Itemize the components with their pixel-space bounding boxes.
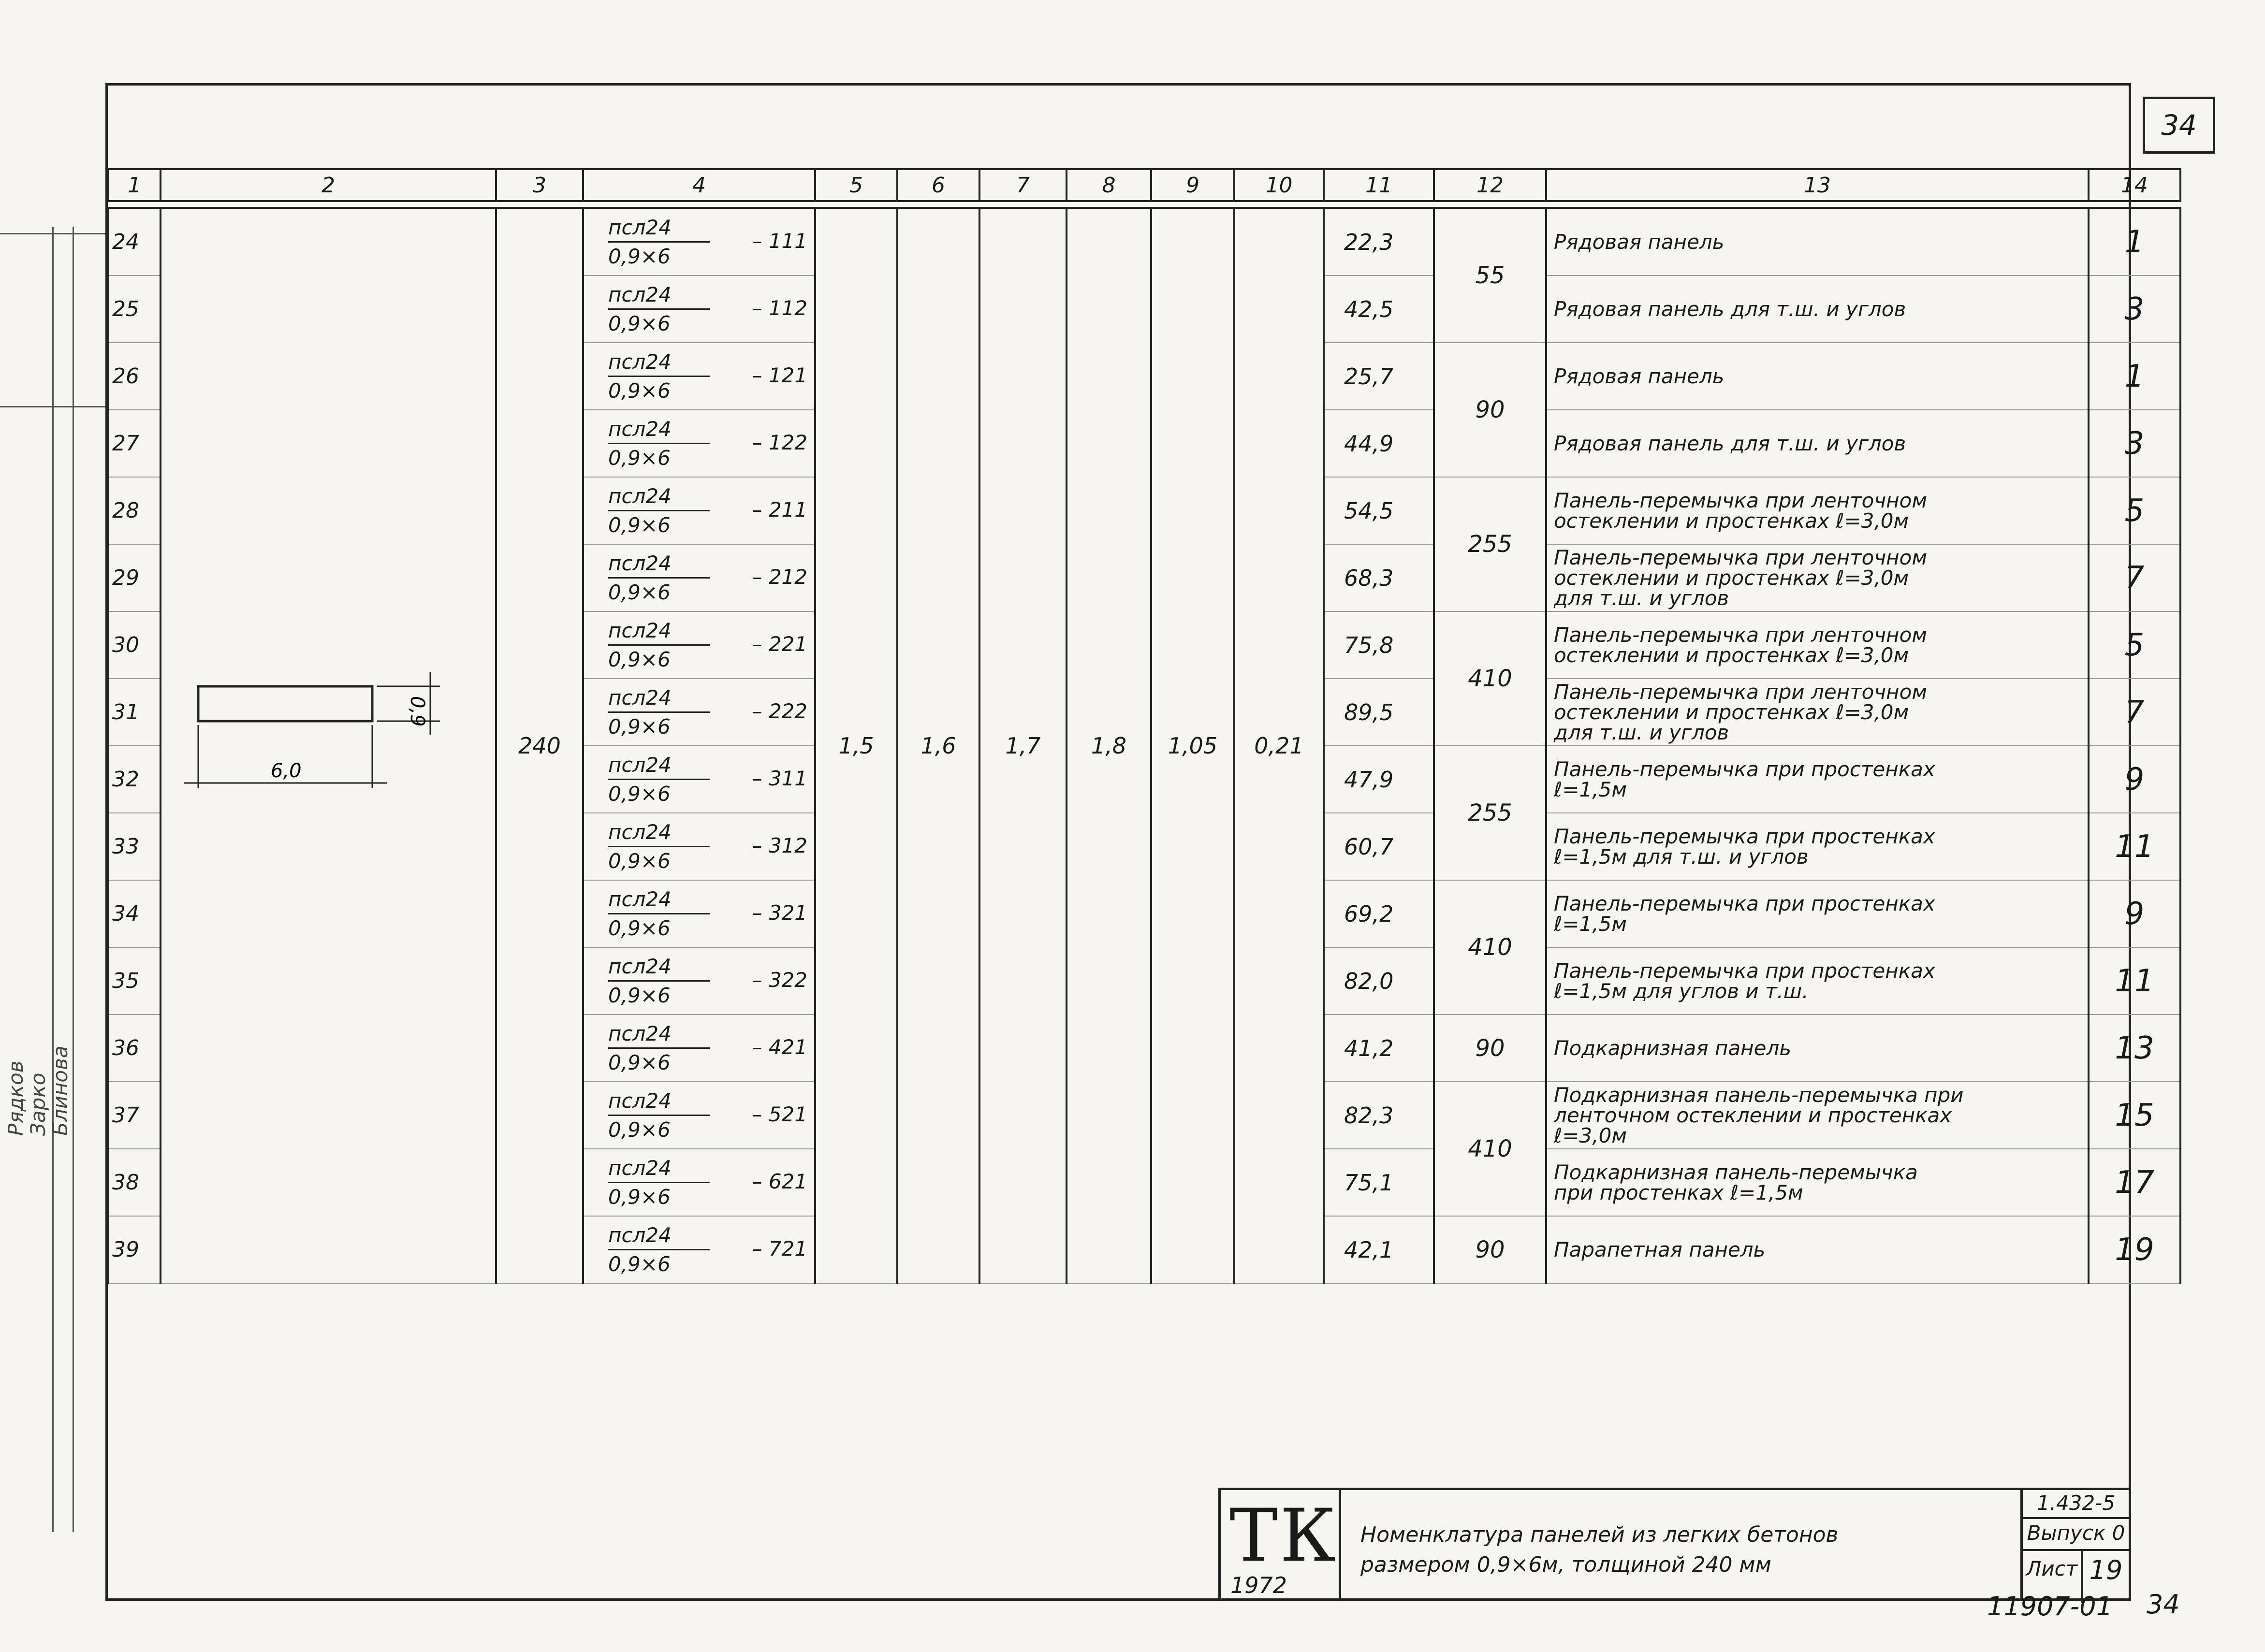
column-header: 14 bbox=[2089, 169, 2180, 201]
mass-value: 22,3 bbox=[1324, 208, 1434, 275]
row-number: 38 bbox=[108, 1149, 161, 1216]
mark-denominator: 0,9×6 bbox=[608, 312, 671, 335]
description-line: остеклении и простенках ℓ=3,0м bbox=[1554, 508, 1909, 533]
panel-mark bbox=[583, 1082, 815, 1149]
description bbox=[1546, 1216, 2089, 1283]
description bbox=[1546, 679, 2089, 746]
description-line: ℓ=1,5м для т.ш. и углов bbox=[1554, 844, 1809, 869]
archive-page: 34 bbox=[2147, 1589, 2180, 1620]
mark-numerator: псл24 bbox=[608, 417, 710, 444]
sheet-reference: 3 bbox=[2089, 275, 2180, 343]
column-header: 2 bbox=[161, 169, 496, 201]
mark-suffix: – 212 bbox=[752, 565, 807, 589]
title-block-mark-cell bbox=[1218, 1488, 1341, 1601]
reinforcement-value: 255 bbox=[1434, 477, 1546, 611]
sheet-reference: 13 bbox=[2089, 1014, 2180, 1082]
description-line: при простенках ℓ=1,5м bbox=[1554, 1180, 1803, 1204]
row-number: 33 bbox=[108, 813, 161, 880]
column-header: 7 bbox=[979, 169, 1067, 201]
panel-mark bbox=[583, 1014, 815, 1082]
column-header: 6 bbox=[897, 169, 979, 201]
mark-numerator: псл24 bbox=[608, 686, 710, 713]
sheet-reference: 7 bbox=[2089, 679, 2180, 746]
panel-mark bbox=[583, 880, 815, 947]
mark-suffix: – 311 bbox=[752, 767, 807, 790]
mark-numerator: псл24 bbox=[608, 1089, 710, 1116]
description-line: Панель-перемычка при простенках bbox=[1554, 958, 1935, 983]
description bbox=[1546, 410, 2089, 477]
panel-mark bbox=[583, 343, 815, 410]
side-stamp bbox=[0, 227, 105, 1580]
mark-denominator: 0,9×6 bbox=[608, 1118, 671, 1142]
mark-numerator: псл24 bbox=[608, 753, 710, 780]
sheet-number: 34 bbox=[2161, 109, 2197, 142]
column-header: 3 bbox=[496, 169, 583, 201]
reinforcement-value: 410 bbox=[1434, 1082, 1546, 1216]
sheet-label: Лист bbox=[2026, 1557, 2078, 1580]
mark-numerator: псл24 bbox=[608, 283, 710, 310]
title-block-info bbox=[2023, 1488, 2131, 1601]
panel-mark bbox=[583, 544, 815, 611]
sheet-reference: 11 bbox=[2089, 813, 2180, 880]
panel-mark bbox=[583, 275, 815, 343]
panel-mark bbox=[583, 611, 815, 679]
mark-denominator: 0,9×6 bbox=[608, 715, 671, 739]
description bbox=[1546, 880, 2089, 947]
sheet-reference: 11 bbox=[2089, 947, 2180, 1014]
mark-numerator: псл24 bbox=[608, 350, 710, 377]
mark-suffix: – 621 bbox=[752, 1170, 807, 1193]
row-number: 34 bbox=[108, 880, 161, 947]
stamp-name: Рядков bbox=[4, 1060, 28, 1136]
description-line: остеклении и простенках ℓ=3,0м bbox=[1554, 700, 1909, 724]
description-line: для т.ш. и углов bbox=[1554, 586, 1729, 610]
mark-numerator: псл24 bbox=[608, 820, 710, 847]
column-header: 11 bbox=[1324, 169, 1434, 201]
sheet-reference: 19 bbox=[2089, 1216, 2180, 1283]
mark-denominator: 0,9×6 bbox=[608, 580, 671, 604]
row-number: 24 bbox=[108, 208, 161, 275]
mark-suffix: – 421 bbox=[752, 1035, 807, 1059]
description bbox=[1546, 813, 2089, 880]
column-header: 5 bbox=[815, 169, 897, 201]
mass-value: 89,5 bbox=[1324, 679, 1434, 746]
mass-value: 41,2 bbox=[1324, 1014, 1434, 1082]
mark-suffix: – 221 bbox=[752, 632, 807, 656]
section-sketch bbox=[184, 672, 474, 797]
description bbox=[1546, 544, 2089, 611]
sheet-reference: 9 bbox=[2089, 880, 2180, 947]
row-number: 35 bbox=[108, 947, 161, 1014]
mark-numerator: псл24 bbox=[608, 955, 710, 982]
title-block-mark: ТК bbox=[1229, 1494, 1338, 1578]
mark-denominator: 0,9×6 bbox=[608, 245, 671, 268]
panel-mark bbox=[583, 813, 815, 880]
row-number: 25 bbox=[108, 275, 161, 343]
description-line: Рядовая панель для т.ш. и углов bbox=[1554, 297, 1906, 321]
description-line: Панель-перемычка при ленточном bbox=[1554, 680, 1928, 704]
panel-mark bbox=[583, 1149, 815, 1216]
description bbox=[1546, 275, 2089, 343]
sheet-reference: 15 bbox=[2089, 1082, 2180, 1149]
row-number: 27 bbox=[108, 410, 161, 477]
description-line: остеклении и простенках ℓ=3,0м bbox=[1554, 643, 1909, 667]
description-line: Панель-перемычка при простенках bbox=[1554, 824, 1935, 848]
issue-label: Выпуск 0 bbox=[2027, 1521, 2125, 1545]
archive-code: 11907-01 bbox=[1987, 1591, 2113, 1622]
column-header: 4 bbox=[583, 169, 815, 201]
description-line: Подкарнизная панель-перемычка при bbox=[1554, 1083, 1964, 1107]
mark-denominator: 0,9×6 bbox=[608, 446, 671, 470]
column-header: 12 bbox=[1434, 169, 1546, 201]
mark-denominator: 0,9×6 bbox=[608, 916, 671, 940]
description-line: Рядовая панель bbox=[1554, 230, 1724, 254]
row-number: 37 bbox=[108, 1082, 161, 1149]
row-number: 28 bbox=[108, 477, 161, 544]
common-value: 1,6 bbox=[897, 208, 979, 1283]
title-block-title bbox=[1341, 1488, 2023, 1601]
mass-value: 60,7 bbox=[1324, 813, 1434, 880]
mass-value: 82,3 bbox=[1324, 1082, 1434, 1149]
common-value: 1,5 bbox=[815, 208, 897, 1283]
row-number: 31 bbox=[108, 679, 161, 746]
mark-numerator: псл24 bbox=[608, 619, 710, 646]
mass-value: 42,1 bbox=[1324, 1216, 1434, 1283]
reinforcement-value: 90 bbox=[1434, 343, 1546, 477]
panel-mark bbox=[583, 208, 815, 275]
description-line: для т.ш. и углов bbox=[1554, 720, 1729, 744]
row-number: 39 bbox=[108, 1216, 161, 1283]
description bbox=[1546, 477, 2089, 544]
column-header: 1 bbox=[108, 169, 161, 201]
title-line-1: Номенклатура панелей из легких бетонов bbox=[1360, 1522, 1839, 1547]
reinforcement-value: 55 bbox=[1434, 208, 1546, 343]
common-value: 1,7 bbox=[979, 208, 1067, 1283]
mark-denominator: 0,9×6 bbox=[608, 1051, 671, 1074]
mass-value: 54,5 bbox=[1324, 477, 1434, 544]
description-line: Панель-перемычка при ленточном bbox=[1554, 488, 1928, 512]
row-number: 26 bbox=[108, 343, 161, 410]
mark-denominator: 0,9×6 bbox=[608, 648, 671, 671]
description-line: Панель-перемычка при ленточном bbox=[1554, 623, 1928, 647]
description-line: Парапетная панель bbox=[1554, 1237, 1766, 1261]
panel-mark bbox=[583, 947, 815, 1014]
panel-mark bbox=[583, 410, 815, 477]
reinforcement-value: 90 bbox=[1434, 1014, 1546, 1082]
mark-denominator: 0,9×6 bbox=[608, 379, 671, 403]
column-header: 9 bbox=[1151, 169, 1234, 201]
row-number: 32 bbox=[108, 746, 161, 813]
common-value: 1,05 bbox=[1151, 208, 1234, 1283]
section-width-label: 6,0 bbox=[271, 760, 302, 782]
panel-mark bbox=[583, 679, 815, 746]
mark-suffix: – 321 bbox=[752, 901, 807, 925]
mark-numerator: псл24 bbox=[608, 484, 710, 511]
mark-suffix: – 222 bbox=[752, 699, 807, 723]
section-rect bbox=[198, 686, 372, 721]
stamp-name: Блинова bbox=[48, 1045, 72, 1136]
description-line: Подкарнизная панель bbox=[1554, 1036, 1792, 1060]
description-line: ленточном остеклении и простенках bbox=[1554, 1103, 1952, 1127]
mass-value: 82,0 bbox=[1324, 947, 1434, 1014]
sheet-number-box bbox=[2143, 97, 2215, 154]
sheet-reference: 5 bbox=[2089, 611, 2180, 679]
common-value: 1,8 bbox=[1067, 208, 1151, 1283]
sheet-value: 19 bbox=[2089, 1555, 2123, 1585]
description-line: Панель-перемычка при простенках bbox=[1554, 757, 1935, 781]
mark-numerator: псл24 bbox=[608, 216, 710, 243]
column-header: 13 bbox=[1546, 169, 2089, 201]
mark-suffix: – 322 bbox=[752, 968, 807, 992]
stamp-name: Зарко bbox=[26, 1072, 50, 1136]
mark-suffix: – 122 bbox=[752, 431, 807, 454]
mark-suffix: – 111 bbox=[752, 229, 807, 253]
sheet-reference: 17 bbox=[2089, 1149, 2180, 1216]
mark-denominator: 0,9×6 bbox=[608, 513, 671, 537]
common-value: 0,21 bbox=[1234, 208, 1324, 1283]
mass-value: 68,3 bbox=[1324, 544, 1434, 611]
mass-value: 25,7 bbox=[1324, 343, 1434, 410]
panel-mark bbox=[583, 477, 815, 544]
mass-value: 44,9 bbox=[1324, 410, 1434, 477]
description-line: Рядовая панель bbox=[1554, 364, 1724, 388]
title-block-year: 1972 bbox=[1230, 1572, 1287, 1598]
row-number: 36 bbox=[108, 1014, 161, 1082]
reinforcement-value: 410 bbox=[1434, 611, 1546, 746]
description bbox=[1546, 611, 2089, 679]
mark-denominator: 0,9×6 bbox=[608, 984, 671, 1007]
mass-value: 69,2 bbox=[1324, 880, 1434, 947]
column-header: 10 bbox=[1234, 169, 1324, 201]
section-height-label: 0,9 bbox=[406, 696, 428, 727]
mass-value: 75,1 bbox=[1324, 1149, 1434, 1216]
mark-suffix: – 312 bbox=[752, 834, 807, 857]
description bbox=[1546, 746, 2089, 813]
row-number: 29 bbox=[108, 544, 161, 611]
panel-mark bbox=[583, 746, 815, 813]
mark-denominator: 0,9×6 bbox=[608, 782, 671, 806]
reinforcement-value: 255 bbox=[1434, 746, 1546, 880]
mark-suffix: – 211 bbox=[752, 498, 807, 522]
mass-value: 47,9 bbox=[1324, 746, 1434, 813]
mark-numerator: псл24 bbox=[608, 887, 710, 914]
title-block bbox=[1218, 1488, 2131, 1601]
sheet-reference: 1 bbox=[2089, 343, 2180, 410]
title-line-2: размером 0,9×6м, толщиной 240 мм bbox=[1360, 1552, 1771, 1577]
thickness-value: 240 bbox=[496, 208, 583, 1283]
mark-denominator: 0,9×6 bbox=[608, 1252, 671, 1276]
column-header: 8 bbox=[1067, 169, 1151, 201]
description bbox=[1546, 208, 2089, 275]
sheet-reference: 3 bbox=[2089, 410, 2180, 477]
description-line: остеклении и простенках ℓ=3,0м bbox=[1554, 565, 1909, 590]
mark-suffix: – 521 bbox=[752, 1102, 807, 1126]
mark-suffix: – 721 bbox=[752, 1237, 807, 1261]
mark-denominator: 0,9×6 bbox=[608, 849, 671, 873]
sheet-reference: 9 bbox=[2089, 746, 2180, 813]
table-row bbox=[108, 208, 2180, 275]
sheet-reference: 1 bbox=[2089, 208, 2180, 275]
mass-value: 42,5 bbox=[1324, 275, 1434, 343]
description-line: ℓ=3,0м bbox=[1554, 1123, 1627, 1147]
mark-suffix: – 121 bbox=[752, 363, 807, 387]
mass-value: 75,8 bbox=[1324, 611, 1434, 679]
sheet-reference: 7 bbox=[2089, 544, 2180, 611]
description-line: Подкарнизная панель-перемычка bbox=[1554, 1160, 1918, 1184]
description bbox=[1546, 947, 2089, 1014]
description-line: ℓ=1,5м bbox=[1554, 912, 1627, 936]
description bbox=[1546, 343, 2089, 410]
mark-denominator: 0,9×6 bbox=[608, 1185, 671, 1209]
description bbox=[1546, 1082, 2089, 1149]
description-line: Рядовая панель для т.ш. и углов bbox=[1554, 431, 1906, 455]
description-line: Панель-перемычка при простенках bbox=[1554, 891, 1935, 915]
description bbox=[1546, 1149, 2089, 1216]
sheet-reference: 5 bbox=[2089, 477, 2180, 544]
description-line: ℓ=1,5м bbox=[1554, 777, 1627, 801]
description-line: ℓ=1,5м для углов и т.ш. bbox=[1554, 979, 1809, 1003]
mark-numerator: псл24 bbox=[608, 1022, 710, 1049]
panel-mark bbox=[583, 1216, 815, 1283]
row-number: 30 bbox=[108, 611, 161, 679]
mark-numerator: псл24 bbox=[608, 1156, 710, 1183]
series-code: 1.432-5 bbox=[2036, 1491, 2116, 1515]
description bbox=[1546, 1014, 2089, 1082]
reinforcement-value: 90 bbox=[1434, 1216, 1546, 1283]
reinforcement-value: 410 bbox=[1434, 880, 1546, 1014]
mark-numerator: псл24 bbox=[608, 1223, 710, 1250]
mark-numerator: псл24 bbox=[608, 551, 710, 579]
description-line: Панель-перемычка при ленточном bbox=[1554, 545, 1928, 569]
side-stamp-text bbox=[5, 1045, 72, 1136]
mark-suffix: – 112 bbox=[752, 296, 807, 320]
